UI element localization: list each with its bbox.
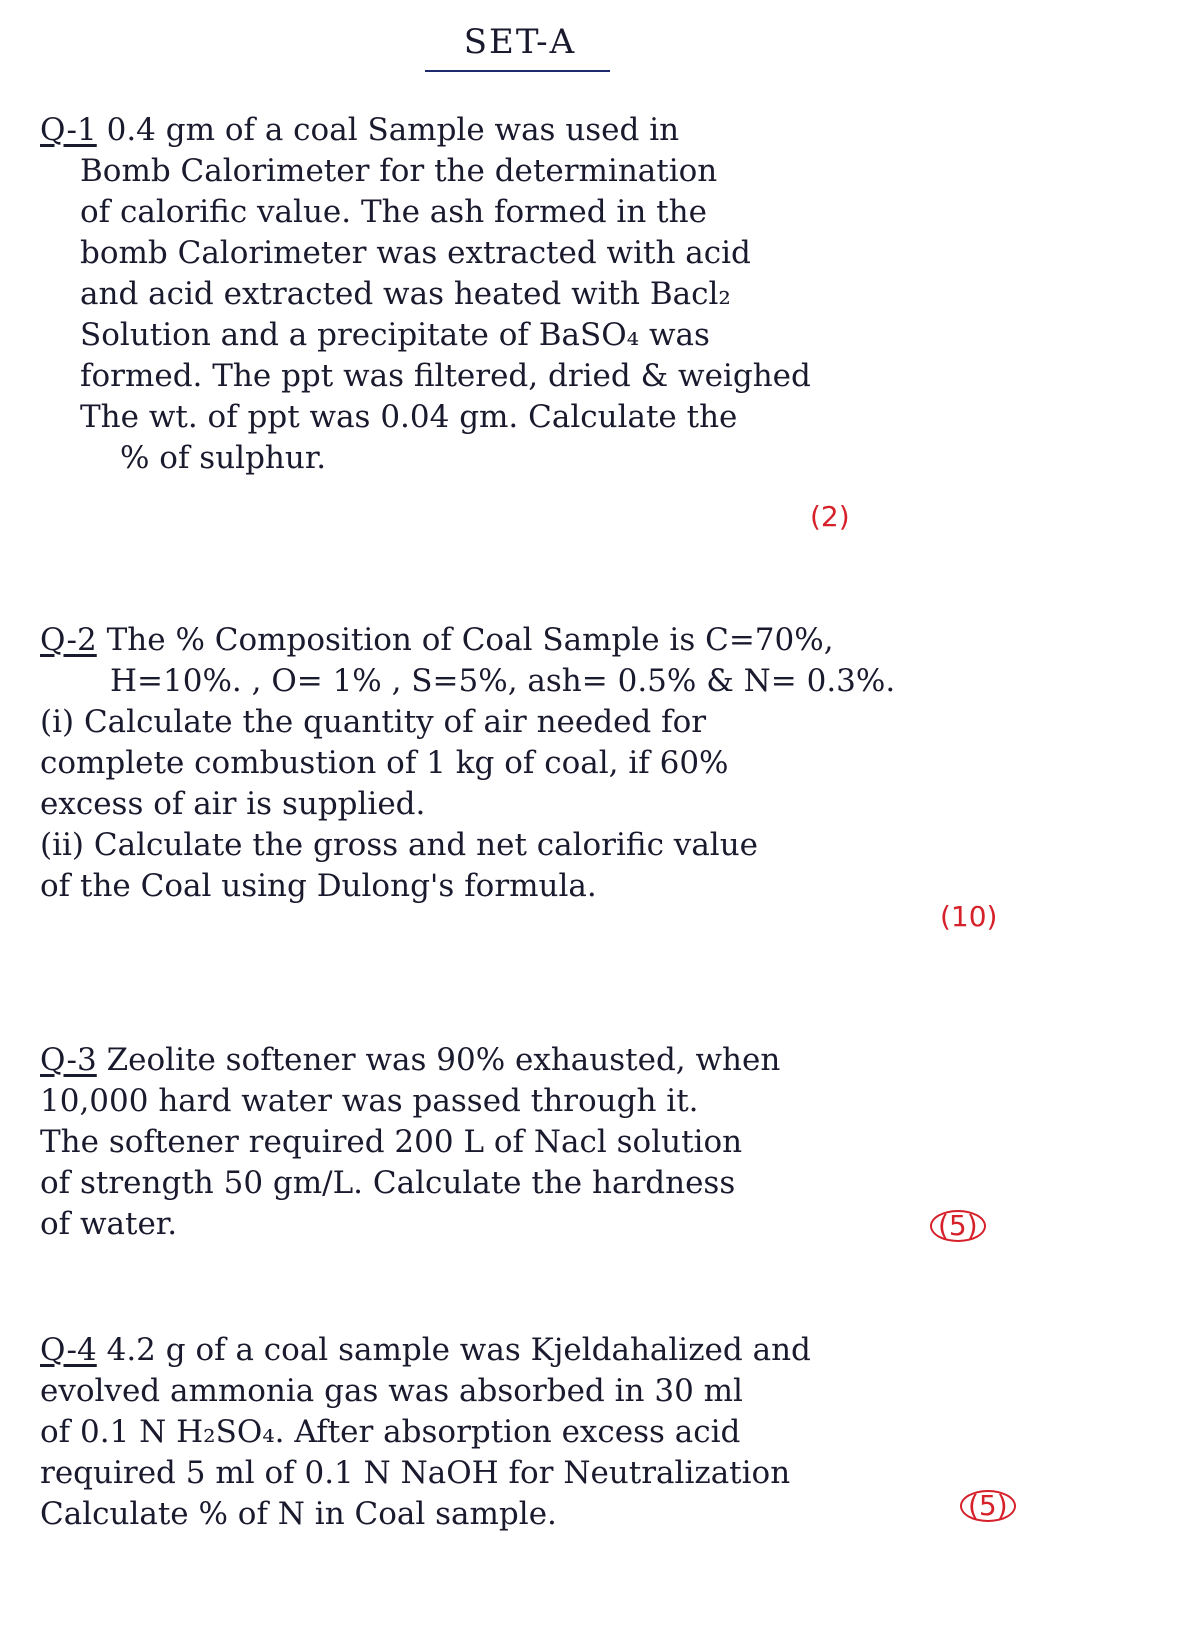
question-3-line-3: The softener required 200 L of Nacl solution — [40, 1124, 743, 1160]
question-1-line-5: and acid extracted was heated with Bacl₂ — [80, 276, 731, 312]
question-2-line-7: of the Coal using Dulong's formula. — [40, 868, 597, 904]
question-4-line-5: Calculate % of N in Coal sample. — [40, 1496, 557, 1532]
question-2-line-2: H=10%. , O= 1% , S=5%, ash= 0.5% & N= 0.3%. — [110, 663, 896, 699]
question-2-line-3: (i) Calculate the quantity of air needed for — [40, 704, 707, 740]
question-1-line-2: Bomb Calorimeter for the determination — [80, 153, 718, 189]
question-1-line-7: formed. The ppt was filtered, dried & weighed — [80, 358, 811, 394]
question-1-line-6: Solution and a precipitate of BaSO₄ was — [80, 317, 710, 353]
question-2-line-4: complete combustion of 1 kg of coal, if 60% — [40, 745, 729, 781]
question-2-number: Q-2 — [40, 622, 97, 658]
question-1-marks: (2) — [810, 500, 850, 533]
question-3-number: Q-3 — [40, 1042, 97, 1078]
set-title-underline — [425, 70, 610, 72]
question-1-line-3: of calorific value. The ash formed in the — [80, 194, 707, 230]
question-3-line-4: of strength 50 gm/L. Calculate the hardness — [40, 1165, 736, 1201]
question-3-line-5: of water. — [40, 1206, 178, 1242]
set-title: SET-A — [463, 22, 577, 62]
question-3 — [40, 1040, 1160, 1245]
question-4-line-4: required 5 ml of 0.1 N NaOH for Neutralization — [40, 1455, 791, 1491]
question-2-line-1: Q-2 The % Composition of Coal Sample is C=70%, — [40, 622, 834, 658]
question-1-number: Q-1 — [40, 112, 97, 148]
question-1-line-4: bomb Calorimeter was extracted with acid — [80, 235, 751, 271]
question-2 — [40, 620, 1160, 907]
question-4-marks: (5) — [960, 1490, 1016, 1522]
question-1 — [40, 110, 1160, 479]
question-3-line-1: Q-3 Zeolite softener was 90% exhausted, when — [40, 1042, 781, 1078]
question-2-marks: (10) — [940, 900, 998, 933]
question-4-line-3: of 0.1 N H₂SO₄. After absorption excess acid — [40, 1414, 741, 1450]
question-1-line-1: Q-1 0.4 gm of a coal Sample was used in — [40, 112, 680, 148]
question-1-line-9: % of sulphur. — [120, 440, 327, 476]
question-4-line-2: evolved ammonia gas was absorbed in 30 ml — [40, 1373, 743, 1409]
question-3-line-2: 10,000 hard water was passed through it. — [40, 1083, 699, 1119]
question-3-marks: (5) — [930, 1210, 986, 1242]
question-2-line-6: (ii) Calculate the gross and net calorific value — [40, 827, 759, 863]
question-1-line-8: The wt. of ppt was 0.04 gm. Calculate the — [80, 399, 738, 435]
question-2-line-5: excess of air is supplied. — [40, 786, 426, 822]
question-4-line-1: Q-4 4.2 g of a coal sample was Kjeldahalized and — [40, 1332, 811, 1368]
question-4-number: Q-4 — [40, 1332, 97, 1368]
